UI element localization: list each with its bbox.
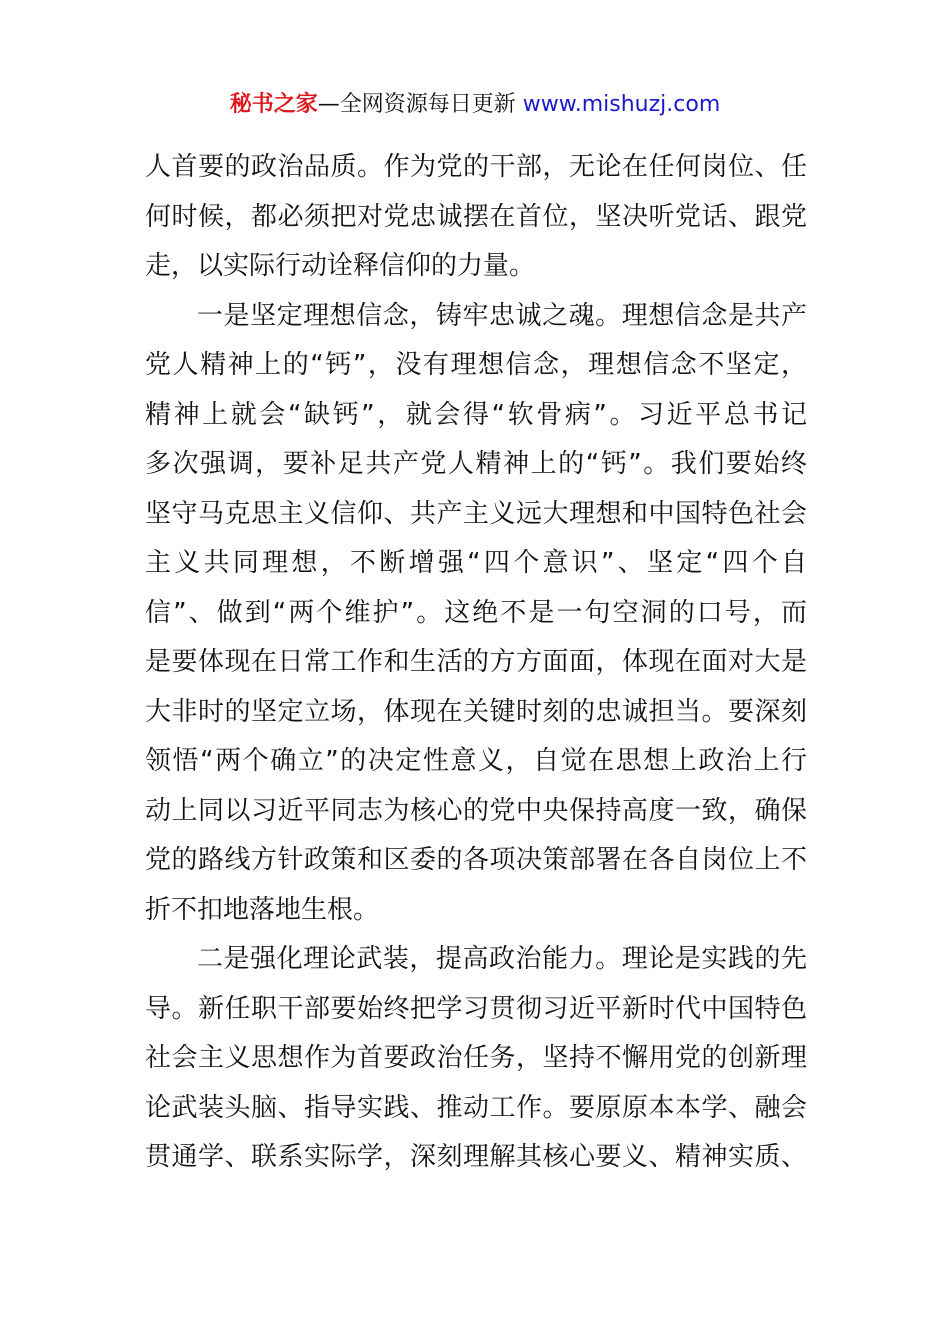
site-header <box>0 88 950 122</box>
text-line: 导。新任职干部要始终把学习贯彻习近平新时代中国特色 <box>145 993 807 1024</box>
header-tagline: —全网资源每日更新 <box>317 92 516 117</box>
text-line: 何时候，都必须把对党忠诚摆在首位，坚决听党话、跟党 <box>145 201 807 232</box>
text-line: 社会主义思想作为首要政治任务，坚持不懈用党的创新理 <box>145 1043 807 1073</box>
paragraph-first-line: 一是坚定理想信念，铸牢忠诚之魂。理想信念是共产 <box>197 300 807 331</box>
paragraph-first-line: 二是强化理论武装，提高政治能力。理论是实践的先 <box>197 944 807 974</box>
text-line: 主义共同理想，不断增强“四个意识”、坚定“四个自 <box>145 548 807 578</box>
text-line: 人首要的政治品质。作为党的干部，无论在任何岗位、任 <box>145 152 807 182</box>
text-line: 贯通学、联系实际学，深刻理解其核心要义、精神实质、 <box>145 1142 807 1172</box>
text-line: 党人精神上的“钙”，没有理想信念，理想信念不坚定， <box>145 350 807 380</box>
text-line: 领悟“两个确立”的决定性意义，自觉在思想上政治上行 <box>145 746 807 776</box>
text-line: 论武装头脑、指导实践、推动工作。要原原本本学、融会 <box>145 1092 807 1123</box>
article-body <box>145 143 807 1183</box>
text-line: 坚守马克思主义信仰、共产主义远大理想和中国特色社会 <box>145 498 807 529</box>
text-line: 党的路线方针政策和区委的各项决策部署在各自岗位上不 <box>145 845 807 875</box>
text-line: 是要体现在日常工作和生活的方方面面，体现在面对大是 <box>145 647 807 677</box>
site-url-link[interactable]: www.mishuzj.com <box>522 92 721 117</box>
text-line: 大非时的坚定立场，体现在关键时刻的忠诚担当。要深刻 <box>145 696 807 727</box>
text-line: 折不扣地落地生根。 <box>145 894 380 925</box>
text-line: 动上同以习近平同志为核心的党中央保持高度一致，确保 <box>145 795 807 826</box>
text-line: 走，以实际行动诠释信仰的力量。 <box>145 251 536 281</box>
text-line: 精神上就会“缺钙”，就会得“软骨病”。习近平总书记 <box>145 399 807 430</box>
brand-name: 秘书之家 <box>229 92 318 117</box>
text-line: 信”、做到“两个维护”。这绝不是一句空洞的口号，而 <box>145 597 807 628</box>
text-line: 多次强调，要补足共产党人精神上的“钙”。我们要始终 <box>145 449 807 479</box>
